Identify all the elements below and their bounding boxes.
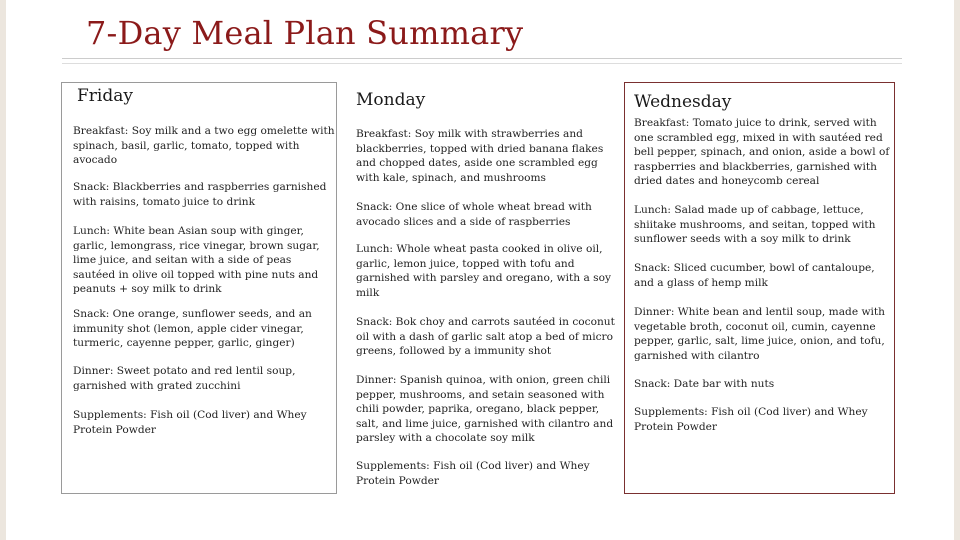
meal-entry: Snack: Date bar with nuts	[634, 378, 775, 390]
meal-entry: Snack: One slice of whole wheat bread with avocado slices and a side of raspberries	[356, 201, 592, 228]
meal-entry: Dinner: Spanish quinoa, with onion, green chili pepper, mushrooms, and setain seasoned with chili powder, paprika, oregano, black pepper, salt, and lime juice, garnished with cilantro and parsley with a chocolate soy milk	[356, 374, 614, 444]
meal-entry: Lunch: Salad made up of cabbage, lettuce, shiitake mushrooms, and seitan, topped with sunflower seeds with a soy milk to drink	[634, 204, 876, 245]
meal-entry: Breakfast: Soy milk and a two egg omelette with spinach, basil, garlic, tomato, topped with avocado	[73, 125, 335, 166]
title-divider-secondary	[62, 63, 902, 64]
meal-entry: Snack: Blackberries and raspberries garnished with raisins, tomato juice to drink	[73, 181, 327, 208]
page-title: 7-Day Meal Plan Summary	[86, 14, 524, 52]
meal-entry: Snack: Sliced cucumber, bowl of cantaloupe, and a glass of hemp milk	[634, 262, 875, 289]
title-divider	[62, 58, 902, 59]
slide-edge-right	[954, 0, 960, 540]
slide-edge-left	[0, 0, 6, 540]
day-heading-monday: Monday	[356, 90, 426, 110]
day-heading-wednesday: Wednesday	[634, 92, 732, 112]
meal-entry: Breakfast: Soy milk with strawberries and blackberries, topped with dried banana flakes and chopped dates, aside one scrambled egg with kale, spinach, and mushrooms	[356, 128, 604, 184]
meal-entry: Dinner: Sweet potato and red lentil soup, garnished with grated zucchini	[73, 365, 296, 392]
meal-entry: Breakfast: Tomato juice to drink, served with one scrambled egg, mixed in with sautéed red bell pepper, spinach, and onion, aside a bowl of raspberries and blackberries, garnished with dried dates and honeycomb cereal	[634, 117, 890, 187]
meal-entry: Supplements: Fish oil (Cod liver) and Whey Protein Powder	[356, 460, 590, 487]
meal-entry: Snack: One orange, sunflower seeds, and an immunity shot (lemon, apple cider vinegar, turmeric, cayenne pepper, garlic, ginger)	[73, 308, 312, 349]
meal-entry: Lunch: White bean Asian soup with ginger, garlic, lemongrass, rice vinegar, brown sugar, lime juice, and seitan with a side of peas sautéed in olive oil topped with pine nuts and peanuts + soy milk to drink	[73, 225, 320, 295]
meal-entry: Lunch: Whole wheat pasta cooked in olive oil, garlic, lemon juice, topped with tofu and garnished with parsley and oregano, with a soy milk	[356, 243, 611, 299]
meal-entry: Supplements: Fish oil (Cod liver) and Whey Protein Powder	[73, 409, 307, 436]
meal-entry: Snack: Bok choy and carrots sautéed in coconut oil with a dash of garlic salt atop a bed of micro greens, followed by a immunity shot	[356, 316, 615, 357]
day-heading-friday: Friday	[77, 86, 133, 106]
meal-entry: Supplements: Fish oil (Cod liver) and Whey Protein Powder	[634, 406, 868, 433]
meal-entry: Dinner: White bean and lentil soup, made with vegetable broth, coconut oil, cumin, cayenne pepper, garlic, salt, lime juice, onion, and tofu, garnished with cilantro	[634, 306, 885, 362]
